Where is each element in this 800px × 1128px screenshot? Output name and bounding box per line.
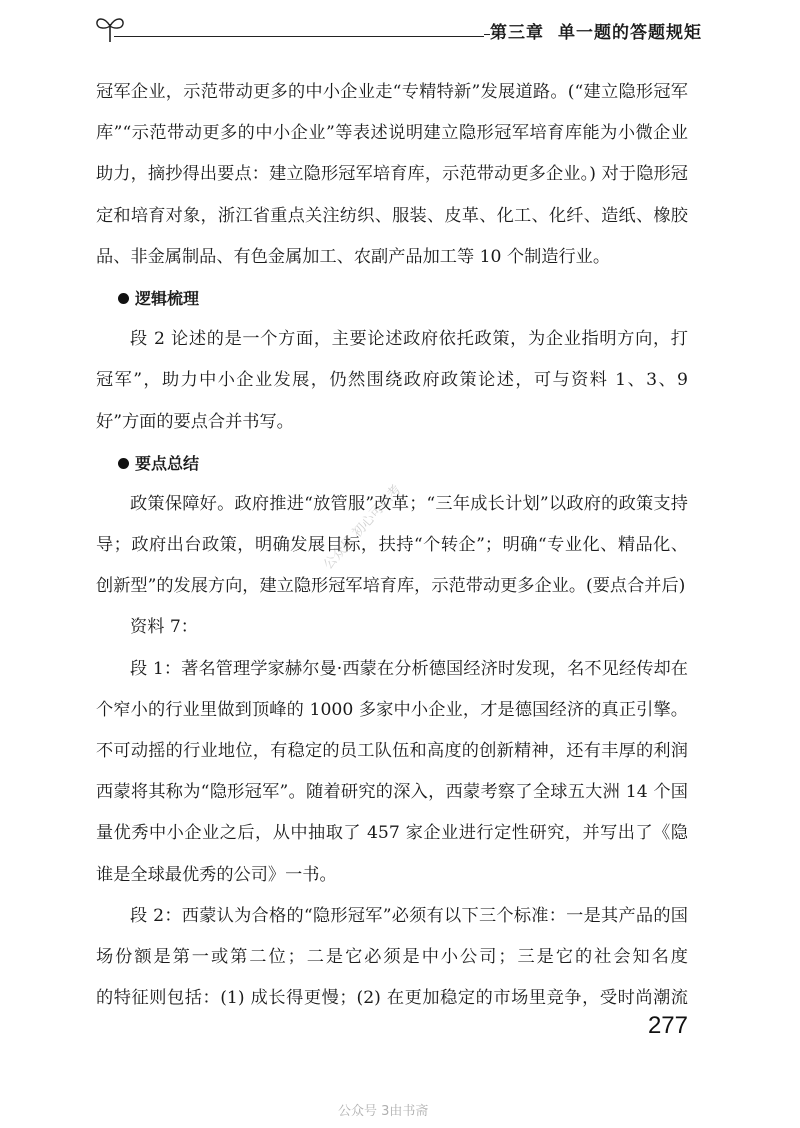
text-line: 的特征则包括：(1) 成长得更慢；(2) 在更加稳定的市场里竞争，受时尚潮流 (96, 988, 688, 1009)
page-body (96, 82, 688, 1029)
watermark: 公众号 3由书斋 (338, 1104, 429, 1119)
chapter-title (490, 18, 702, 43)
heading-label: 要点总结 (135, 453, 200, 473)
text-line: 助力，摘抄得出要点：建立隐形冠军培育库，示范带动更多企业。) 对于隐形冠 (96, 164, 688, 185)
chapter-name: 单一题的答题规矩 (558, 23, 702, 43)
text-line: 不可动摇的行业地位，有稳定的员工队伍和高度的创新精神，还有丰厚的利润 (96, 741, 688, 761)
text-line: 量优秀中小企业之后，从中抽取了 457 家企业进行定性研究，并写出了《隐 (96, 823, 688, 844)
text-line: 创新型”的发展方向，建立隐形冠军培育库，示范带动更多企业。(要点合并后) (96, 576, 686, 597)
running-header (92, 8, 702, 48)
text-line: 段 2：西蒙认为合格的“隐形冠军”必须有以下三个标准：一是其产品的国 (130, 905, 688, 926)
page-number: 277 (647, 1012, 688, 1039)
heading-label: 逻辑梳理 (135, 288, 200, 308)
section-heading-summary (96, 453, 688, 474)
text-line: 西蒙将其称为“隐形冠军”。随着研究的深入，西蒙考察了全球五大洲 14 个国 (96, 782, 688, 803)
text-line: 冠军”，助力中小企业发展，仍然围绕政府政策论述，可与资料 1、3、9 (96, 370, 688, 391)
bullet-dot-icon (118, 458, 129, 469)
section-heading-logic (96, 288, 688, 309)
text-line: 好”方面的要点合并书写。 (96, 411, 294, 432)
header-rule (114, 36, 484, 37)
text-line: 场份额是第一或第二位；二是它必须是中小公司；三是它的社会知名度 (96, 946, 688, 967)
text-line: 冠军企业，示范带动更多的中小企业走“专精特新”发展道路。(“建立隐形冠军 (96, 82, 688, 102)
text-line: 品、非金属制品、有色金属加工、农副产品加工等 10 个制造行业。 (96, 246, 611, 267)
text-line: 段 1：著名管理学家赫尔曼·西蒙在分析德国经济时发现，名不见经传却在 (130, 658, 688, 679)
text-line: 个窄小的行业里做到顶峰的 1000 多家中小企业，才是德国经济的真正引擎。 (96, 699, 688, 720)
text-line: 谁是全球最优秀的公司》一书。 (96, 864, 337, 885)
material-label: 资料 7： (130, 617, 198, 638)
chapter-number: 第三章 (490, 23, 544, 43)
bullet-dot-icon (118, 293, 129, 304)
text-line: 段 2 论述的是一个方面，主要论述政府依托政策，为企业指明方向，打 (130, 329, 688, 350)
sprout-icon (92, 12, 128, 44)
text-line: 政策保障好。政府推进“放管服”改革；“三年成长计划”以政府的政策支持 (130, 493, 688, 514)
text-line: 库”“示范带动更多的中小企业”等表述说明建立隐形冠军培育库能为小微企业 (96, 123, 688, 144)
text-line: 导；政府出台政策，明确发展目标，扶持“个转企”；明确“专业化、精品化、 (96, 535, 688, 556)
watermark: 公众号 初心可以考 (320, 482, 405, 573)
text-line: 定和培育对象，浙江省重点关注纺织、服装、皮革、化工、化纤、造纸、橡胶 (96, 205, 688, 226)
